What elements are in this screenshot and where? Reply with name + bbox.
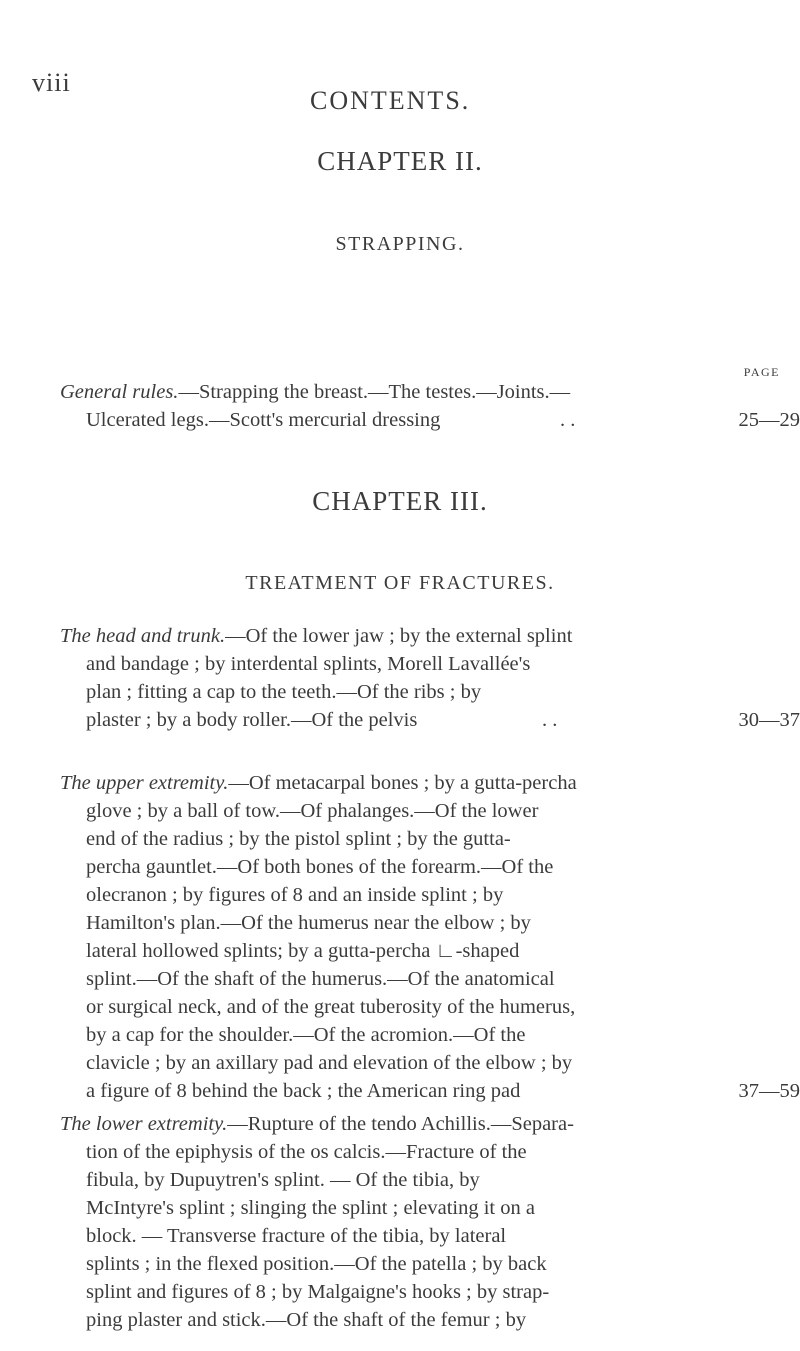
page-range: 25—29 [738, 409, 800, 431]
chapter-2-entry [60, 378, 800, 434]
entry-text: clavicle ; by an axillary pad and elevation of the elbow ; by [86, 1052, 573, 1074]
entry-text: percha gauntlet.—Of both bones of the forearm.—Of the [86, 856, 554, 878]
entry-text: splints ; in the flexed position.—Of the patella ; by back [86, 1253, 547, 1275]
entry-text: block. — Transverse fracture of the tibia, by lateral [86, 1225, 507, 1247]
entry-text: or surgical neck, and of the great tuberosity of the humerus, [86, 996, 576, 1018]
entry-text: splint and figures of 8 ; by Malgaigne's hooks ; by strap- [86, 1281, 550, 1303]
entry-text: —Rupture of the tendo Achillis.—Separa- [227, 1113, 574, 1135]
entry-heading: The upper extremity. [60, 772, 229, 794]
entry-text: McIntyre's splint ; slinging the splint ; elevating it on a [86, 1197, 535, 1219]
entry-heading: General rules. [60, 381, 179, 403]
running-title: CONTENTS. [310, 86, 471, 115]
entry-heading: The head and trunk. [60, 625, 226, 647]
page-column-label: PAGE [743, 365, 780, 379]
entry-text: Ulcerated legs.—Scott's mercurial dressing [86, 409, 441, 431]
chapter-2-title: CHAPTER II. [317, 146, 483, 176]
entry-text: glove ; by a ball of tow.—Of phalanges.—Of the lower [86, 800, 539, 822]
page-number: viii [32, 68, 71, 97]
entry-text: and bandage ; by interdental splints, Morell Lavallée's [86, 653, 531, 675]
entry-text: fibula, by Dupuytren's splint. — Of the tibia, by [86, 1169, 480, 1191]
upper-extremity-entry [60, 769, 800, 1105]
entry-text: by a cap for the shoulder.—Of the acromion.—Of the [86, 1024, 526, 1046]
entry-text: tion of the epiphysis of the os calcis.—Fracture of the [86, 1141, 527, 1163]
chapter-2-subtitle: STRAPPING. [335, 233, 465, 255]
entry-text: —Strapping the breast.—The testes.—Joints.— [178, 381, 571, 403]
entry-text: lateral hollowed splints; by a gutta-percha ∟-shaped [86, 940, 520, 962]
leader-dots: . . [542, 709, 558, 731]
entry-text: a figure of 8 behind the back ; the American ring pad [86, 1080, 521, 1102]
entry-text: plan ; fitting a cap to the teeth.—Of the ribs ; by [86, 681, 482, 703]
entry-text: plaster ; by a body roller.—Of the pelvis [86, 709, 418, 731]
entry-text: olecranon ; by figures of 8 and an inside splint ; by [86, 884, 504, 906]
leader-dots: . . [560, 409, 576, 431]
page-range: 30—37 [738, 709, 800, 731]
entry-text: end of the radius ; by the pistol splint ; by the gutta- [86, 828, 511, 850]
entry-heading: The lower extremity. [60, 1113, 228, 1135]
entry-text: splint.—Of the shaft of the humerus.—Of the anatomical [86, 968, 555, 990]
entry-text: ping plaster and stick.—Of the shaft of the femur ; by [86, 1309, 527, 1331]
chapter-3-title: CHAPTER III. [312, 486, 488, 516]
lower-extremity-entry [60, 1110, 740, 1334]
entry-text: —Of the lower jaw ; by the external splint [225, 625, 573, 647]
chapter-3-subtitle: TREATMENT OF FRACTURES. [245, 572, 555, 594]
head-trunk-entry [60, 622, 800, 734]
entry-text: Hamilton's plan.—Of the humerus near the elbow ; by [86, 912, 531, 934]
entry-text: —Of metacarpal bones ; by a gutta-percha [228, 772, 577, 794]
page-range: 37—59 [738, 1080, 800, 1102]
